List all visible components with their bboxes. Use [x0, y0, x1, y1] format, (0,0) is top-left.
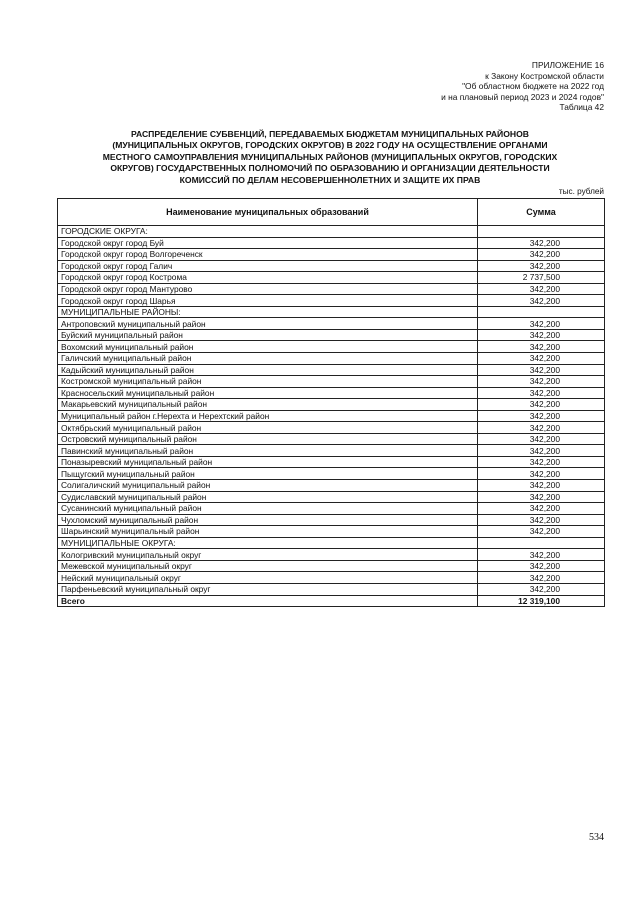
municipality-name: Макарьевский муниципальный район: [58, 399, 478, 411]
table-row: [58, 410, 605, 422]
subvention-amount: 342,200: [478, 503, 605, 515]
table-row: [58, 376, 605, 388]
subvention-amount: 342,200: [478, 468, 605, 480]
allocation-table: [57, 198, 605, 607]
subvention-amount: 342,200: [478, 560, 605, 572]
table-body: [58, 226, 605, 607]
municipality-name: МУНИЦИПАЛЬНЫЕ ОКРУГА:: [58, 537, 478, 549]
municipality-name: Солигаличский муниципальный район: [58, 480, 478, 492]
table-row: [58, 560, 605, 572]
subvention-amount: 342,200: [478, 364, 605, 376]
subvention-amount: 342,200: [478, 295, 605, 307]
municipality-name: Муниципальный район г.Нерехта и Нерехтский район: [58, 410, 478, 422]
table-number: Таблица 42: [559, 102, 604, 113]
municipality-name: Шарьинский муниципальный район: [58, 526, 478, 538]
title-line: МЕСТНОГО САМОУПРАВЛЕНИЯ МУНИЦИПАЛЬНЫХ РАЙОНОВ (МУНИЦИПАЛЬНЫХ ОКРУГОВ, ГОРОДСКИХ: [102, 151, 558, 162]
subvention-amount: 12 319,100: [478, 595, 605, 607]
subvention-amount: 342,200: [478, 318, 605, 330]
municipality-name: Городской округ город Галич: [58, 260, 478, 272]
table-row: [58, 456, 605, 468]
municipality-name: Межевской муниципальный округ: [58, 560, 478, 572]
municipality-name: Красносельский муниципальный район: [58, 387, 478, 399]
budget-period: и на плановый период 2023 и 2024 годов": [441, 91, 604, 102]
table-row: [58, 526, 605, 538]
municipality-name: Сусанинский муниципальный район: [58, 503, 478, 515]
table-row: [58, 318, 605, 330]
municipality-name: МУНИЦИПАЛЬНЫЕ РАЙОНЫ:: [58, 306, 478, 318]
municipality-name: Пыщугский муниципальный район: [58, 468, 478, 480]
municipality-name: Кологривский муниципальный округ: [58, 549, 478, 561]
table-row: [58, 514, 605, 526]
municipality-name: Городской округ город Буй: [58, 237, 478, 249]
subvention-amount: [478, 226, 605, 238]
municipality-name: Костромской муниципальный район: [58, 376, 478, 388]
table-header-row: [58, 199, 605, 226]
table-row: [58, 480, 605, 492]
municipality-name: Вохомский муниципальный район: [58, 341, 478, 353]
section-row: [58, 306, 605, 318]
table-row: [58, 433, 605, 445]
table-row: [58, 272, 605, 284]
table-row: [58, 283, 605, 295]
subvention-amount: [478, 537, 605, 549]
table-row: [58, 260, 605, 272]
subvention-amount: 342,200: [478, 410, 605, 422]
subvention-amount: 342,200: [478, 260, 605, 272]
table-row: [58, 468, 605, 480]
municipality-name: Антроповский муниципальный район: [58, 318, 478, 330]
law-reference: к Закону Костромской области: [485, 70, 604, 81]
column-header-amount: Сумма: [478, 199, 605, 226]
document-title: [70, 129, 590, 186]
municipality-name: Павинский муниципальный район: [58, 445, 478, 457]
municipality-name: Судиславский муниципальный район: [58, 491, 478, 503]
subvention-amount: 342,200: [478, 480, 605, 492]
municipality-name: Поназыревский муниципальный район: [58, 456, 478, 468]
municipality-name: Парфеньевский муниципальный округ: [58, 583, 478, 595]
table-row: [58, 295, 605, 307]
subvention-amount: 342,200: [478, 514, 605, 526]
subvention-amount: 342,200: [478, 329, 605, 341]
municipality-name: Всего: [58, 595, 478, 607]
title-line: КОМИССИЙ ПО ДЕЛАМ НЕСОВЕРШЕННОЛЕТНИХ И ЗАЩИТЕ ИХ ПРАВ: [179, 174, 481, 185]
table-row: [58, 445, 605, 457]
subvention-amount: 342,200: [478, 549, 605, 561]
municipality-name: Кадыйский муниципальный район: [58, 364, 478, 376]
page-number: 534: [589, 832, 604, 843]
municipality-name: Галичский муниципальный район: [58, 353, 478, 365]
municipality-name: Городской округ город Волгореченск: [58, 249, 478, 261]
subvention-amount: 342,200: [478, 341, 605, 353]
subvention-amount: 342,200: [478, 353, 605, 365]
table-row: [58, 237, 605, 249]
title-line: РАСПРЕДЕЛЕНИЕ СУБВЕНЦИЙ, ПЕРЕДАВАЕМЫХ БЮДЖЕТАМ МУНИЦИПАЛЬНЫХ РАЙОНОВ: [130, 129, 530, 139]
total-row: [58, 595, 605, 607]
title-line: (МУНИЦИПАЛЬНЫХ ОКРУГОВ, ГОРОДСКИХ ОКРУГОВ) В 2022 ГОДУ НА ОСУЩЕСТВЛЕНИЕ ОРГАНАМИ: [112, 140, 548, 151]
subvention-amount: 342,200: [478, 422, 605, 434]
table-row: [58, 491, 605, 503]
table-row: [58, 329, 605, 341]
municipality-name: Буйский муниципальный район: [58, 329, 478, 341]
appendix-header: [304, 60, 604, 113]
subvention-amount: 342,200: [478, 237, 605, 249]
units-label: тыс. рублей: [558, 187, 604, 196]
subvention-amount: 342,200: [478, 399, 605, 411]
subvention-amount: [478, 306, 605, 318]
subvention-amount: 342,200: [478, 572, 605, 584]
table-row: [58, 399, 605, 411]
table-row: [58, 249, 605, 261]
subvention-amount: 342,200: [478, 376, 605, 388]
municipality-name: Нейский муниципальный округ: [58, 572, 478, 584]
appendix-number: ПРИЛОЖЕНИЕ 16: [531, 60, 604, 70]
table-row: [58, 341, 605, 353]
municipality-name: ГОРОДСКИЕ ОКРУГА:: [58, 226, 478, 238]
table-row: [58, 387, 605, 399]
subvention-amount: 342,200: [478, 249, 605, 261]
municipality-name: Городской округ город Кострома: [58, 272, 478, 284]
subvention-amount: 342,200: [478, 583, 605, 595]
municipality-name: Октябрьский муниципальный район: [58, 422, 478, 434]
subvention-amount: 342,200: [478, 433, 605, 445]
section-row: [58, 537, 605, 549]
subvention-amount: 342,200: [478, 445, 605, 457]
table-row: [58, 503, 605, 515]
section-row: [58, 226, 605, 238]
municipality-name: Чухломский муниципальный район: [58, 514, 478, 526]
column-header-name: Наименование муниципальных образований: [58, 199, 478, 226]
title-line: ОКРУГОВ) ГОСУДАРСТВЕННЫХ ПОЛНОМОЧИЙ ПО ОБРАЗОВАНИЮ И ОРГАНИЗАЦИИ ДЕЯТЕЛЬНОСТИ: [110, 163, 550, 174]
subvention-amount: 342,200: [478, 456, 605, 468]
table-row: [58, 583, 605, 595]
subvention-amount: 342,200: [478, 491, 605, 503]
table-row: [58, 549, 605, 561]
municipality-name: Городской округ город Мантурово: [58, 283, 478, 295]
subvention-amount: 342,200: [478, 387, 605, 399]
table-row: [58, 572, 605, 584]
table-row: [58, 422, 605, 434]
subvention-amount: 2 737,500: [478, 272, 605, 284]
subvention-amount: 342,200: [478, 526, 605, 538]
subvention-amount: 342,200: [478, 283, 605, 295]
municipality-name: Островский муниципальный район: [58, 433, 478, 445]
law-name: "Об областном бюджете на 2022 год: [462, 81, 604, 92]
table-row: [58, 353, 605, 365]
table-row: [58, 364, 605, 376]
municipality-name: Городской округ город Шарья: [58, 295, 478, 307]
